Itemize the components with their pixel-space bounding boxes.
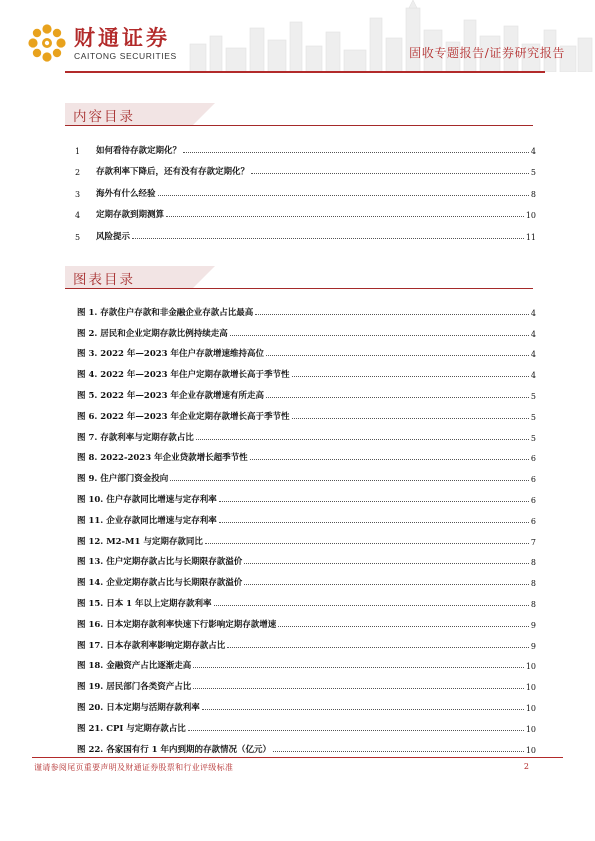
figure-item-page: 8 (530, 599, 536, 609)
figure-item-page: 6 (530, 495, 536, 505)
dot-leader (219, 522, 529, 523)
figure-item-page: 7 (530, 537, 536, 547)
figure-item-title: 图 1. 存款住户存款和非金融企业存款占比最高 (77, 307, 254, 318)
toc-item[interactable] (75, 199, 536, 221)
dot-leader (292, 418, 529, 419)
dot-leader (244, 563, 529, 564)
figure-item-title: 图 12. M2-M1 与定期存款同比 (77, 536, 203, 547)
figure-item[interactable] (77, 651, 536, 672)
figure-item-page: 4 (530, 371, 536, 381)
figures-heading: 图表目录 (73, 272, 135, 288)
dot-leader (166, 216, 524, 217)
figure-item[interactable] (77, 463, 536, 484)
figure-item-page: 5 (530, 391, 536, 401)
figure-item-page: 10 (525, 703, 536, 713)
figure-item-title: 图 11. 企业存款同比增速与定存利率 (77, 515, 217, 526)
toc-heading-rule (65, 125, 533, 126)
toc-item-page: 8 (530, 189, 536, 199)
header-divider (65, 71, 545, 73)
figure-item-page: 5 (530, 433, 536, 443)
figure-item-title: 图 13. 住户定期存款占比与长期限存款溢价 (77, 557, 243, 568)
figure-item-title: 图 22. 各家国有行 1 年内到期的存款情况（亿元） (77, 744, 272, 755)
footer-divider (32, 757, 563, 758)
figure-item-page: 9 (530, 641, 536, 651)
figure-item[interactable] (77, 484, 536, 505)
figure-item-page: 6 (530, 475, 536, 485)
toc-item[interactable] (75, 134, 536, 156)
toc-item[interactable] (75, 177, 536, 199)
dot-leader (266, 397, 529, 398)
figure-item[interactable] (77, 359, 536, 380)
figure-item[interactable] (77, 422, 536, 443)
dot-leader (183, 152, 529, 153)
caitong-logo-icon (26, 22, 68, 64)
page-header (0, 0, 595, 78)
toc-item-number: 1 (75, 146, 81, 156)
dot-leader (251, 173, 529, 174)
city-skyline-illustration (180, 0, 595, 72)
figure-item[interactable] (77, 443, 536, 464)
figure-item-title: 图 18. 金融资产占比逐渐走高 (77, 661, 192, 672)
figure-item[interactable] (77, 505, 536, 526)
figure-item-title: 图 19. 居民部门各类资产占比 (77, 682, 192, 693)
figure-item-page: 10 (525, 745, 536, 755)
dot-leader (250, 459, 529, 460)
dot-leader (170, 480, 529, 481)
dot-leader (278, 626, 529, 627)
toc-item-page: 10 (525, 211, 536, 221)
logo-chinese-name: 财通证券 (74, 25, 170, 50)
toc-item-number: 3 (75, 189, 81, 199)
dot-leader (273, 751, 524, 752)
dot-leader (255, 314, 529, 315)
figure-item-title: 图 16. 日本定期存款利率快速下行影响定期存款增速 (77, 619, 277, 630)
toc-item-page: 11 (525, 232, 536, 242)
toc-item[interactable] (75, 156, 536, 178)
figure-item-title: 图 17. 日本存款利率影响定期存款占比 (77, 640, 226, 651)
logo-english-name: CAITONG SECURITIES (74, 50, 177, 61)
figure-item-page: 8 (530, 579, 536, 589)
figure-item[interactable] (77, 380, 536, 401)
dot-leader (292, 376, 529, 377)
figure-item-page: 6 (530, 516, 536, 526)
toc-item-title: 如何看待存款定期化？ (96, 145, 182, 156)
figure-item-page: 4 (530, 350, 536, 360)
dot-leader (205, 543, 529, 544)
toc-item-title: 定期存款到期测算 (96, 210, 165, 221)
figure-item[interactable] (77, 567, 536, 588)
toc-item-title: 存款利率下降后，还有没有存款定期化？ (96, 167, 250, 178)
figure-item-page: 5 (530, 412, 536, 422)
figure-item[interactable] (77, 526, 536, 547)
dot-leader (193, 688, 524, 689)
report-type-label: 固收专题报告/证券研究报告 (409, 46, 565, 60)
figure-item-title: 图 9. 住户部门资金投向 (77, 474, 169, 485)
figure-item-page: 8 (530, 558, 536, 568)
figure-item[interactable] (77, 713, 536, 734)
figure-item[interactable] (77, 671, 536, 692)
figure-item-page: 10 (525, 662, 536, 672)
figure-item[interactable] (77, 547, 536, 568)
figure-item-title: 图 4. 2022 年—2023 年住户定期存款增长高于季节性 (77, 370, 290, 381)
figures-section-header (65, 266, 533, 288)
figure-item[interactable] (77, 692, 536, 713)
figure-item-title: 图 2. 居民和企业定期存款比例持续走高 (77, 328, 228, 339)
figure-item-title: 图 8. 2022-2023 年企业贷款增长超季节性 (77, 453, 248, 464)
figure-item-title: 图 21. CPI 与定期存款占比 (77, 723, 186, 734)
figure-item[interactable] (77, 630, 536, 651)
footer-disclaimer: 谨请参阅尾页重要声明及财通证券股票和行业评级标准 (34, 763, 234, 772)
toc-item-number: 4 (75, 211, 81, 221)
dot-leader (230, 335, 529, 336)
toc-item[interactable] (75, 220, 536, 242)
figure-item-page: 4 (530, 308, 536, 318)
page-number: 2 (523, 762, 529, 771)
figure-item-page: 10 (525, 683, 536, 693)
figure-item[interactable] (77, 588, 536, 609)
figure-item-title: 图 14. 企业定期存款占比与长期限存款溢价 (77, 578, 243, 589)
dot-leader (196, 439, 529, 440)
figure-item-title: 图 6. 2022 年—2023 年企业定期存款增长高于季节性 (77, 411, 290, 422)
toc-item-page: 4 (530, 146, 536, 156)
dot-leader (132, 238, 524, 239)
toc-item-title: 风险提示 (96, 231, 131, 242)
figure-item[interactable] (77, 318, 536, 339)
figure-item[interactable] (77, 734, 536, 755)
dot-leader (158, 195, 529, 196)
figure-item-title: 图 7. 存款利率与定期存款占比 (77, 432, 194, 443)
toc-section-header (65, 103, 533, 125)
toc-item-title: 海外有什么经验 (96, 188, 156, 199)
company-logo (26, 22, 177, 64)
dot-leader (244, 584, 529, 585)
figure-item[interactable] (77, 339, 536, 360)
toc-item-number: 5 (75, 232, 81, 242)
figure-item-title: 图 15. 日本 1 年以上定期存款利率 (77, 598, 212, 609)
toc-list (75, 134, 536, 242)
figures-heading-rule (65, 288, 533, 289)
toc-heading: 内容目录 (73, 109, 135, 125)
dot-leader (214, 605, 529, 606)
figure-item-page: 4 (530, 329, 536, 339)
dot-leader (188, 730, 524, 731)
dot-leader (219, 501, 529, 502)
dot-leader (193, 667, 524, 668)
dot-leader (266, 355, 529, 356)
dot-leader (202, 709, 524, 710)
figure-item[interactable] (77, 297, 536, 318)
figure-item-title: 图 10. 住户存款同比增速与定存利率 (77, 494, 217, 505)
figure-list (77, 297, 536, 755)
figure-item-page: 10 (525, 724, 536, 734)
figure-item-title: 图 20. 日本定期与活期存款利率 (77, 702, 200, 713)
figure-item[interactable] (77, 401, 536, 422)
figure-item-page: 6 (530, 454, 536, 464)
figure-item[interactable] (77, 609, 536, 630)
figure-item-title: 图 5. 2022 年—2023 年企业存款增速有所走高 (77, 390, 265, 401)
figure-item-title: 图 3. 2022 年—2023 年住户存款增速维持高位 (77, 349, 265, 360)
toc-item-number: 2 (75, 168, 81, 178)
figure-item-page: 9 (530, 620, 536, 630)
toc-item-page: 5 (530, 168, 536, 178)
dot-leader (227, 647, 529, 648)
